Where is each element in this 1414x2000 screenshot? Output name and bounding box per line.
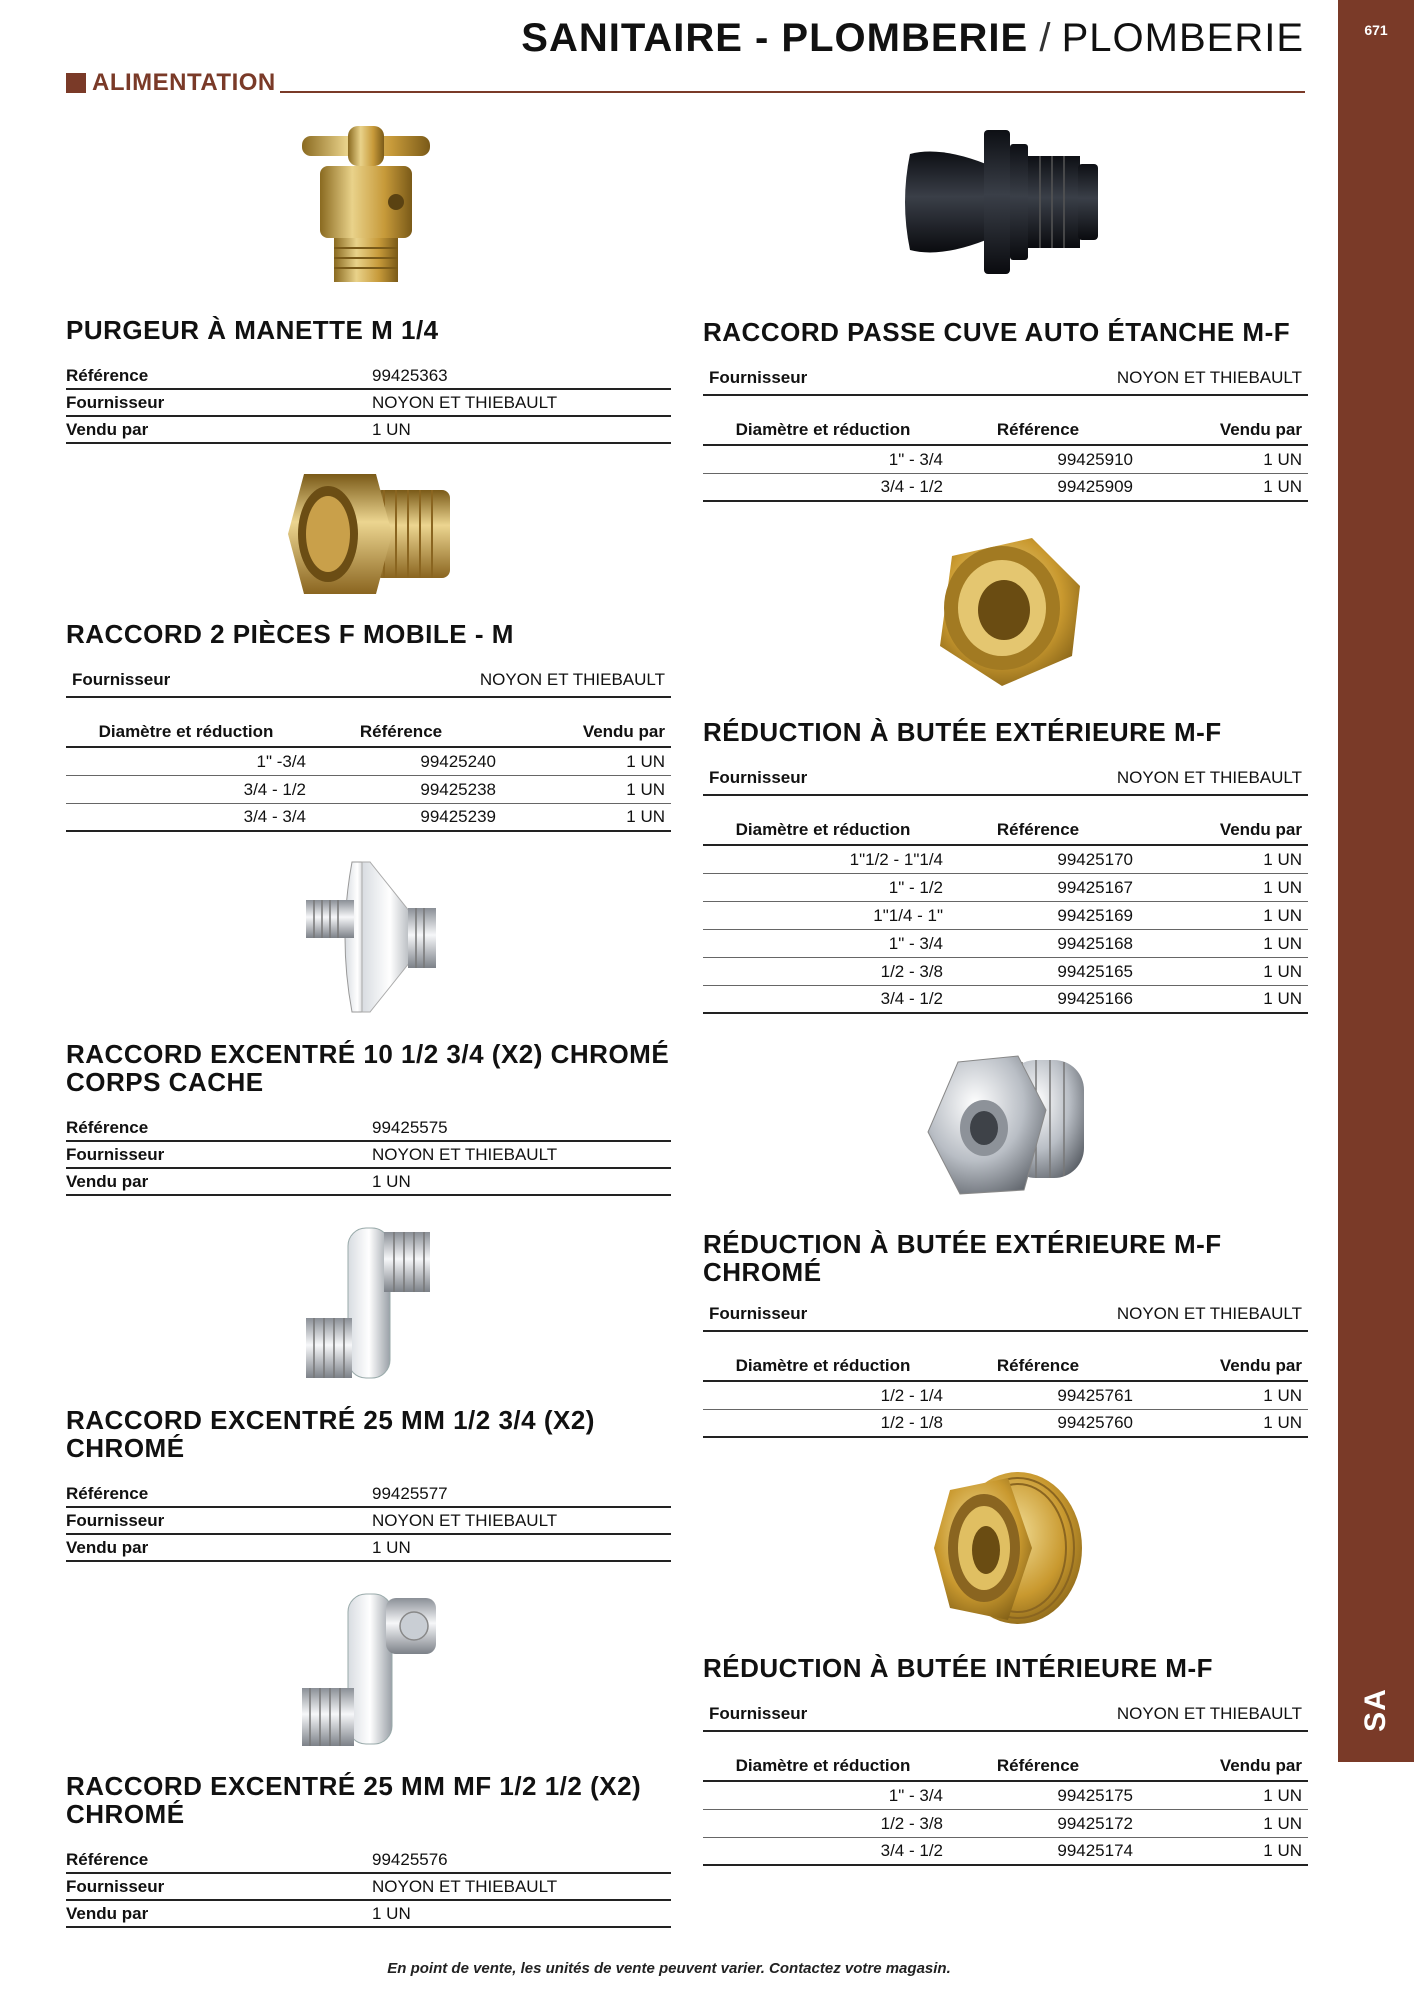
product-title-excentre10 xyxy=(66,1040,669,1096)
spec-row xyxy=(66,390,671,417)
table-header xyxy=(703,816,1308,846)
col-sold-by: Vendu par xyxy=(1219,1756,1302,1775)
supplier-value: NOYON ET THIEBAULT xyxy=(1116,1704,1302,1723)
col-reference: Référence xyxy=(996,820,1080,839)
table-reducextchrome xyxy=(703,1352,1308,1438)
footer-note: En point de vente, les unités de vente peuvent varier. Contactez votre magasin. xyxy=(387,1960,951,1977)
spec-value: 99425363 xyxy=(372,366,448,385)
spec-key: Fournisseur xyxy=(66,1511,165,1530)
spec-row xyxy=(66,1846,671,1874)
product-title-reducext: RÉDUCTION À BUTÉE EXTÉRIEURE M-F xyxy=(703,717,1222,747)
table-header xyxy=(66,718,671,748)
cell-diameter: 1/2 - 1/4 xyxy=(880,1386,943,1405)
product-title-reducint: RÉDUCTION À BUTÉE INTÉRIEURE M-F xyxy=(703,1653,1213,1683)
table-header xyxy=(703,1352,1308,1382)
table-row xyxy=(66,804,671,832)
supplier-value: NOYON ET THIEBAULT xyxy=(1116,368,1302,387)
col-diameter: Diamètre et réduction xyxy=(735,820,911,839)
spec-row xyxy=(66,1508,671,1535)
spec-key: Fournisseur xyxy=(66,393,165,412)
table-passecuve xyxy=(703,416,1308,502)
cell-diameter: 1" - 3/4 xyxy=(888,450,943,469)
product-title-purgeur: PURGEUR À MANETTE M 1/4 xyxy=(66,315,439,345)
cell-sold-by: 1 UN xyxy=(1263,962,1302,981)
cell-sold-by: 1 UN xyxy=(1263,1814,1302,1833)
cell-reference: 99425165 xyxy=(1057,962,1133,981)
cell-reference: 99425175 xyxy=(1057,1786,1133,1805)
col-diameter: Diamètre et réduction xyxy=(735,1756,911,1775)
cell-reference: 99425239 xyxy=(420,807,496,826)
cell-diameter: 1" - 1/2 xyxy=(888,878,943,897)
brass-union-fitting-image xyxy=(284,464,454,604)
title-line-1: RÉDUCTION À BUTÉE EXTÉRIEURE M-F xyxy=(703,1229,1222,1259)
cell-sold-by: 1 UN xyxy=(1263,477,1302,496)
spec-value: 99425577 xyxy=(372,1484,448,1503)
spec-key: Vendu par xyxy=(66,420,149,439)
section-heading xyxy=(66,70,276,96)
cell-sold-by: 1 UN xyxy=(1263,450,1302,469)
side-section-label: SA xyxy=(1359,1688,1392,1732)
cell-diameter: 3/4 - 1/2 xyxy=(880,1841,943,1860)
col-reference: Référence xyxy=(996,420,1080,439)
supplier-reducext xyxy=(703,764,1308,796)
col-reference: Référence xyxy=(996,1356,1080,1375)
section-divider xyxy=(280,91,1305,93)
spec-value: 1 UN xyxy=(372,1904,411,1923)
cell-reference: 99425166 xyxy=(1057,989,1133,1008)
spec-key: Fournisseur xyxy=(66,1145,165,1164)
product-title-reducextchrome xyxy=(703,1230,1222,1286)
spec-row xyxy=(66,362,671,390)
spec-row xyxy=(66,1480,671,1508)
supplier-key: Fournisseur xyxy=(72,670,171,689)
cell-sold-by: 1 UN xyxy=(1263,1413,1302,1432)
cell-diameter: 1" -3/4 xyxy=(256,752,306,771)
title-line-1: RACCORD EXCENTRÉ 25 MM MF 1/2 1/2 (X2) xyxy=(66,1771,642,1801)
spec-key: Vendu par xyxy=(66,1538,149,1557)
cell-sold-by: 1 UN xyxy=(1263,906,1302,925)
supplier-value: NOYON ET THIEBAULT xyxy=(1116,1304,1302,1323)
cell-sold-by: 1 UN xyxy=(1263,1386,1302,1405)
col-sold-by: Vendu par xyxy=(582,722,665,741)
table-row xyxy=(703,930,1308,958)
page-number: 671 xyxy=(1364,22,1388,38)
spec-value: NOYON ET THIEBAULT xyxy=(372,1145,558,1164)
table-row xyxy=(703,874,1308,902)
supplier-key: Fournisseur xyxy=(709,1304,808,1323)
spec-value: 99425576 xyxy=(372,1850,448,1869)
spec-key: Référence xyxy=(66,1850,149,1869)
table-row xyxy=(703,958,1308,986)
cell-reference: 99425167 xyxy=(1057,878,1133,897)
product-title-passecuve: RACCORD PASSE CUVE AUTO ÉTANCHE M-F xyxy=(703,317,1291,347)
spec-row xyxy=(66,1114,671,1142)
cell-diameter: 3/4 - 1/2 xyxy=(243,780,306,799)
supplier-reducint xyxy=(703,1700,1308,1732)
col-diameter: Diamètre et réduction xyxy=(735,1356,911,1375)
spec-key: Fournisseur xyxy=(66,1877,165,1896)
spec-row xyxy=(66,1901,671,1928)
supplier-key: Fournisseur xyxy=(709,768,808,787)
table-raccord2p xyxy=(66,718,671,832)
spec-row xyxy=(66,1142,671,1169)
table-row xyxy=(703,474,1308,502)
cell-diameter: 1/2 - 3/8 xyxy=(880,962,943,981)
cell-diameter: 1"1/2 - 1"1/4 xyxy=(849,850,943,869)
brass-bleed-valve-image xyxy=(296,122,436,292)
table-header xyxy=(703,1752,1308,1782)
cell-diameter: 1"1/4 - 1" xyxy=(873,906,943,925)
cell-reference: 99425168 xyxy=(1057,934,1133,953)
spec-value: NOYON ET THIEBAULT xyxy=(372,1511,558,1530)
supplier-key: Fournisseur xyxy=(709,368,808,387)
table-row xyxy=(703,1838,1308,1866)
cell-sold-by: 1 UN xyxy=(626,807,665,826)
table-reducext xyxy=(703,816,1308,1014)
cell-diameter: 3/4 - 1/2 xyxy=(880,477,943,496)
title-line-1: RACCORD EXCENTRÉ 25 MM 1/2 3/4 (X2) xyxy=(66,1405,595,1435)
table-row xyxy=(703,1382,1308,1410)
cell-sold-by: 1 UN xyxy=(1263,989,1302,1008)
brass-inner-reducer-image xyxy=(922,1462,1090,1634)
cell-reference: 99425761 xyxy=(1057,1386,1133,1405)
black-tank-connector-image xyxy=(900,124,1120,280)
supplier-value: NOYON ET THIEBAULT xyxy=(1116,768,1302,787)
title-line-2: CORPS CACHE xyxy=(66,1067,264,1097)
chrome-offset-fitting-image xyxy=(300,1222,440,1392)
cell-diameter: 3/4 - 3/4 xyxy=(243,807,306,826)
specs-excentre25mf xyxy=(66,1846,671,1928)
table-row xyxy=(703,986,1308,1014)
section-square-icon xyxy=(66,73,86,93)
brass-reducer-image xyxy=(922,526,1090,698)
cell-reference: 99425172 xyxy=(1057,1814,1133,1833)
title-line-2: CHROMÉ xyxy=(66,1799,185,1829)
cell-sold-by: 1 UN xyxy=(626,780,665,799)
title-line-2: CHROMÉ xyxy=(703,1257,822,1287)
spec-row xyxy=(66,1169,671,1196)
table-row xyxy=(703,446,1308,474)
cell-reference: 99425910 xyxy=(1057,450,1133,469)
spec-key: Vendu par xyxy=(66,1904,149,1923)
title-line-1: RACCORD EXCENTRÉ 10 1/2 3/4 (X2) CHROMÉ xyxy=(66,1039,670,1069)
supplier-passecuve xyxy=(703,364,1308,396)
spec-value: NOYON ET THIEBAULT xyxy=(372,1877,558,1896)
table-row xyxy=(66,776,671,804)
header-main: SANITAIRE - PLOMBERIE xyxy=(521,16,1029,60)
cell-diameter: 1/2 - 3/8 xyxy=(880,1814,943,1833)
cell-diameter: 1/2 - 1/8 xyxy=(880,1413,943,1432)
spec-row xyxy=(66,417,671,444)
supplier-reducextchrome xyxy=(703,1300,1308,1332)
col-sold-by: Vendu par xyxy=(1219,820,1302,839)
table-row xyxy=(703,1410,1308,1438)
specs-excentre25 xyxy=(66,1480,671,1562)
cell-sold-by: 1 UN xyxy=(1263,878,1302,897)
product-title-raccord2p: RACCORD 2 PIÈCES F MOBILE - M xyxy=(66,619,514,649)
col-reference: Référence xyxy=(996,1756,1080,1775)
spec-value: 1 UN xyxy=(372,1538,411,1557)
section-label: ALIMENTATION xyxy=(92,69,276,96)
spec-key: Référence xyxy=(66,1118,149,1137)
cell-reference: 99425238 xyxy=(420,780,496,799)
table-row xyxy=(703,902,1308,930)
col-diameter: Diamètre et réduction xyxy=(98,722,274,741)
table-header xyxy=(703,416,1308,446)
chrome-eccentric-fitting-image xyxy=(300,852,440,1022)
supplier-raccord2p xyxy=(66,666,671,698)
product-title-excentre25 xyxy=(66,1406,595,1462)
chrome-reducer-image xyxy=(918,1040,1094,1210)
cell-reference: 99425760 xyxy=(1057,1413,1133,1432)
spec-key: Référence xyxy=(66,1484,149,1503)
cell-reference: 99425169 xyxy=(1057,906,1133,925)
cell-sold-by: 1 UN xyxy=(1263,1786,1302,1805)
table-row xyxy=(66,748,671,776)
page-header xyxy=(521,16,1304,61)
col-sold-by: Vendu par xyxy=(1219,420,1302,439)
product-title-excentre25mf xyxy=(66,1772,641,1828)
spec-value: 1 UN xyxy=(372,1172,411,1191)
header-sub: PLOMBERIE xyxy=(1061,16,1304,60)
cell-sold-by: 1 UN xyxy=(1263,934,1302,953)
table-reducint xyxy=(703,1752,1308,1866)
spec-key: Vendu par xyxy=(66,1172,149,1191)
cell-reference: 99425909 xyxy=(1057,477,1133,496)
cell-reference: 99425240 xyxy=(420,752,496,771)
spec-row xyxy=(66,1874,671,1901)
table-row xyxy=(703,1782,1308,1810)
col-reference: Référence xyxy=(359,722,443,741)
cell-sold-by: 1 UN xyxy=(1263,1841,1302,1860)
cell-reference: 99425170 xyxy=(1057,850,1133,869)
supplier-key: Fournisseur xyxy=(709,1704,808,1723)
side-tab xyxy=(1338,0,1414,1762)
col-sold-by: Vendu par xyxy=(1219,1356,1302,1375)
title-line-2: CHROMÉ xyxy=(66,1433,185,1463)
cell-sold-by: 1 UN xyxy=(1263,850,1302,869)
col-diameter: Diamètre et réduction xyxy=(735,420,911,439)
cell-reference: 99425174 xyxy=(1057,1841,1133,1860)
header-separator: / xyxy=(1039,16,1051,60)
spec-value: 99425575 xyxy=(372,1118,448,1137)
table-row xyxy=(703,846,1308,874)
spec-row xyxy=(66,1535,671,1562)
table-row xyxy=(703,1810,1308,1838)
spec-value: 1 UN xyxy=(372,420,411,439)
spec-value: NOYON ET THIEBAULT xyxy=(372,393,558,412)
specs-excentre10 xyxy=(66,1114,671,1196)
chrome-offset-mf-fitting-image xyxy=(296,1588,446,1758)
cell-diameter: 1" - 3/4 xyxy=(888,1786,943,1805)
cell-sold-by: 1 UN xyxy=(626,752,665,771)
supplier-value: NOYON ET THIEBAULT xyxy=(479,670,665,689)
specs-purgeur xyxy=(66,362,671,444)
cell-diameter: 3/4 - 1/2 xyxy=(880,989,943,1008)
cell-diameter: 1" - 3/4 xyxy=(888,934,943,953)
spec-key: Référence xyxy=(66,366,149,385)
